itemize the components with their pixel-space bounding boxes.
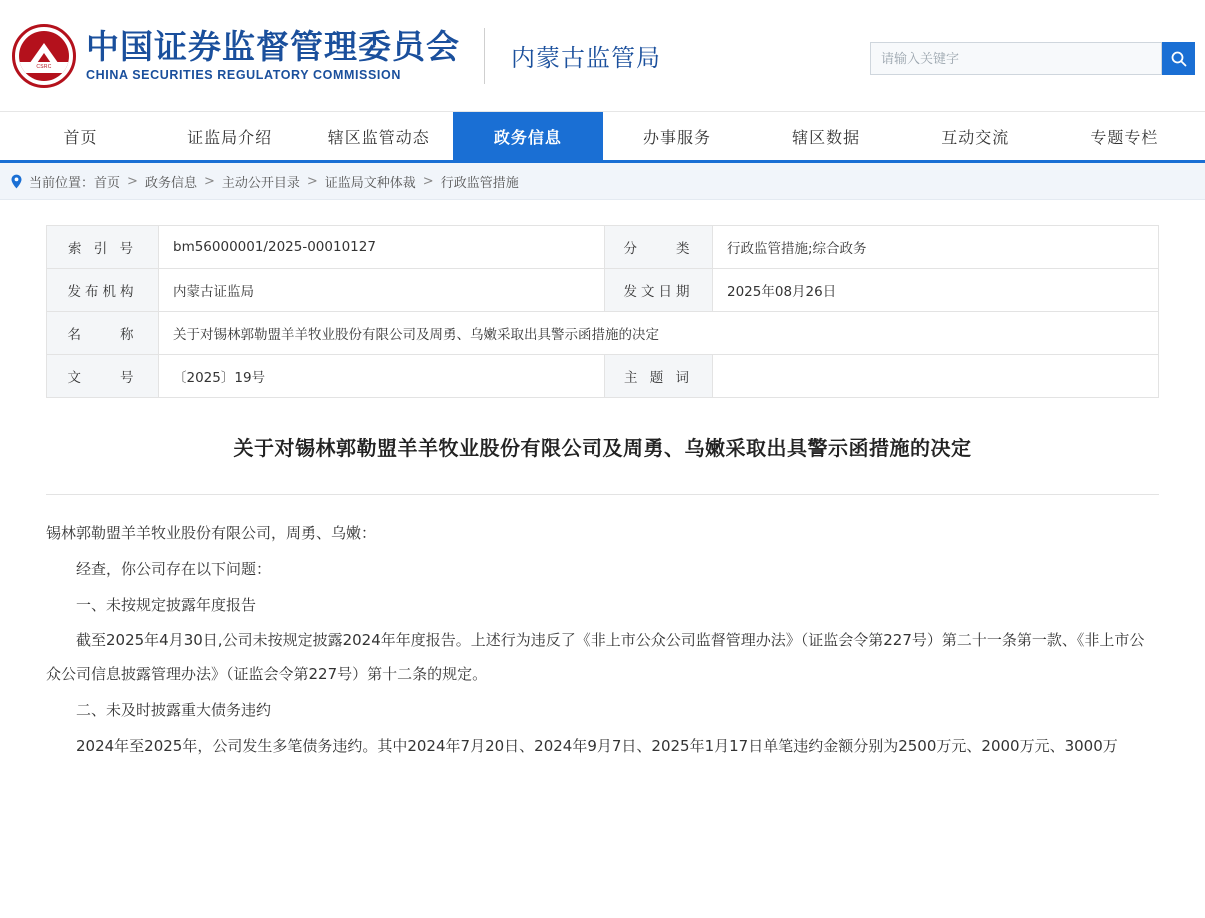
breadcrumb-item-home[interactable]: 首页 xyxy=(94,175,121,191)
nav-item-district-data[interactable]: 辖区数据 xyxy=(792,127,861,147)
table-row xyxy=(47,355,1159,398)
nav-item-government-info[interactable]: 政务信息 xyxy=(453,112,602,160)
bureau-name: 内蒙古监管局 xyxy=(511,44,661,72)
document-meta-table xyxy=(46,225,1159,398)
meta-value-doc-no: 〔2025〕19号 xyxy=(159,355,605,398)
search-icon xyxy=(1170,50,1188,68)
content-area xyxy=(0,225,1205,763)
breadcrumb-item-government-info[interactable]: 政务信息 xyxy=(144,175,197,191)
table-row xyxy=(47,269,1159,312)
breadcrumb-item-administrative-measures[interactable]: 行政监管措施 xyxy=(440,175,519,191)
document-paragraph: 截至2025年4月30日,公司未按规定披露2024年年度报告。上述行为违反了《非上市公众公司监督管理办法》（证监会令第227号）第二十一条第一款、《非上市公众公司信息披露管理办法》（证监会令第227号）第十二条的规定。 xyxy=(46,631,1145,683)
meta-label-publisher: 发布机构 xyxy=(47,269,159,312)
search-input[interactable] xyxy=(870,42,1162,75)
meta-label-publish-date: 发文日期 xyxy=(605,269,713,312)
breadcrumb-separator: > xyxy=(203,173,215,189)
document-paragraph: 锡林郭勒盟羊羊牧业股份有限公司，周勇、乌嫩： xyxy=(46,524,377,542)
emblem-inner xyxy=(19,31,69,81)
nav-item-services[interactable]: 办事服务 xyxy=(643,127,712,147)
nav-item-intro[interactable]: 证监局介绍 xyxy=(187,127,273,147)
meta-value-publisher: 内蒙古证监局 xyxy=(159,269,605,312)
meta-value-index-no: bm56000001/2025-00010127 xyxy=(159,226,605,269)
meta-value-category: 行政监管措施;综合政务 xyxy=(713,226,1159,269)
table-row xyxy=(47,226,1159,269)
search-button[interactable] xyxy=(1162,42,1195,75)
document-paragraph: 2024年至2025年，公司发生多笔债务违约。其中2024年7月20日、2024年9月7日、2025年1月17日单笔违约金额分别为2500万元、2000万元、3000万 xyxy=(76,736,1118,755)
main-nav xyxy=(0,112,1205,163)
nav-item-interaction[interactable]: 互动交流 xyxy=(941,127,1010,147)
breadcrumb-separator: > xyxy=(306,173,318,189)
csrc-emblem-logo xyxy=(12,24,76,88)
breadcrumb-item-open-directory[interactable]: 主动公开目录 xyxy=(221,175,300,191)
document-body xyxy=(46,495,1159,763)
meta-label-subject: 主 题 词 xyxy=(605,355,713,398)
meta-value-publish-date: 2025年08月26日 xyxy=(713,269,1159,312)
page-title: 关于对锡林郭勒盟羊羊牧业股份有限公司及周勇、乌嫩采取出具警示函措施的决定 xyxy=(233,436,972,460)
meta-value-name: 关于对锡林郭勒盟羊羊牧业股份有限公司及周勇、乌嫩采取出具警示函措施的决定 xyxy=(159,312,1159,355)
search-box xyxy=(870,42,1195,75)
nav-item-special-topics[interactable]: 专题专栏 xyxy=(1090,127,1159,147)
breadcrumb-separator: > xyxy=(127,173,138,189)
meta-label-index-no: 索 引 号 xyxy=(47,226,159,269)
brand-title-cn: 中国证券监督管理委员会 xyxy=(86,26,460,66)
header-divider xyxy=(484,28,485,84)
site-header xyxy=(0,0,1205,112)
document-paragraph: 一、未按规定披露年度报告 xyxy=(76,595,257,614)
location-pin-icon xyxy=(10,174,23,189)
emblem-band-text: CSRC xyxy=(36,63,52,70)
nav-item-regulatory-news[interactable]: 辖区监管动态 xyxy=(327,127,430,147)
document-paragraph: 二、未及时披露重大债务违约 xyxy=(76,700,272,719)
breadcrumb-prefix: 当前位置： xyxy=(29,175,95,191)
breadcrumb-separator: > xyxy=(422,173,434,189)
meta-label-name: 名 称 xyxy=(47,312,159,355)
breadcrumb-item-document-types[interactable]: 证监局文种体裁 xyxy=(324,175,416,191)
table-row xyxy=(47,312,1159,355)
meta-label-doc-no: 文 号 xyxy=(47,355,159,398)
brand-block xyxy=(86,26,460,83)
brand-title-en: CHINA SECURITIES REGULATORY COMMISSION xyxy=(86,68,401,83)
breadcrumb xyxy=(0,163,1205,200)
meta-value-subject xyxy=(713,355,1159,398)
document-paragraph: 经查，你公司存在以下问题： xyxy=(76,559,272,578)
meta-label-category: 分 类 xyxy=(605,226,713,269)
nav-item-home[interactable]: 首页 xyxy=(63,127,98,147)
